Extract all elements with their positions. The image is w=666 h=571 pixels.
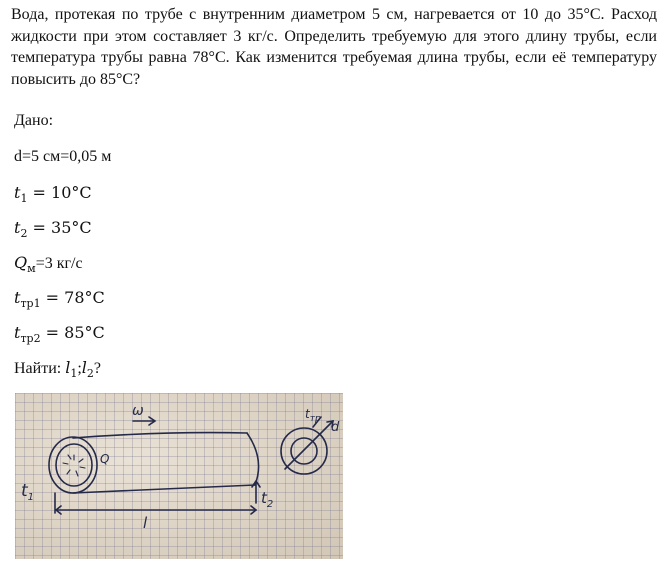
given-t1: $t_1 = 10^\circ C$ xyxy=(14,183,92,205)
given-t2: $t_2 = 35^\circ C$ xyxy=(14,218,92,240)
pipe-top-edge xyxy=(73,433,247,438)
given-diameter: d=5 см=0,05 м xyxy=(14,148,112,165)
given-mass-flow: $Q_м=3$ кг/с xyxy=(14,253,83,275)
omega-label: ω xyxy=(132,403,144,419)
q-label: Q xyxy=(100,452,110,466)
diameter-label: d xyxy=(331,420,340,435)
ttr-label: $t_{тр}$ xyxy=(305,407,321,424)
pipe-sketch-photo xyxy=(15,393,343,559)
find-line: Найти: $l_1;l_2$? xyxy=(14,358,102,380)
given-pipe-temp-2: $t_{тр2} = 85^\circ C$ xyxy=(14,323,105,345)
pipe-far-end xyxy=(247,433,259,485)
t1-label: $t_1$ xyxy=(21,481,35,503)
given-pipe-temp-1: $t_{тр1} = 78^\circ C$ xyxy=(14,288,105,310)
pipe-bottom-edge xyxy=(73,485,255,493)
find-label: Найти: xyxy=(14,360,62,377)
problem-statement: Вода, протекая по трубе с внутренним диаметром 5 см, нагревается от 10 до 35°С. Расход жидкости при этом составляет 3 кг/с. Определить требуемую для этого длину трубы, если температура трубы равна 78°С. Как изменится требуемая длина трубы, если её температуру повысить до 85°С? xyxy=(11,6,657,88)
pipe-sketch-drawing xyxy=(15,393,343,559)
find-l2: $l_2$ xyxy=(81,358,94,380)
pipe-end-inner xyxy=(56,444,92,486)
heat-arrows xyxy=(63,455,85,476)
t2-arrow xyxy=(252,481,260,503)
length-label: l xyxy=(143,514,148,532)
t2-label: $t_2$ xyxy=(261,489,274,510)
find-l1: $l_1$ xyxy=(65,358,78,380)
given-heading: Дано: xyxy=(14,112,54,129)
